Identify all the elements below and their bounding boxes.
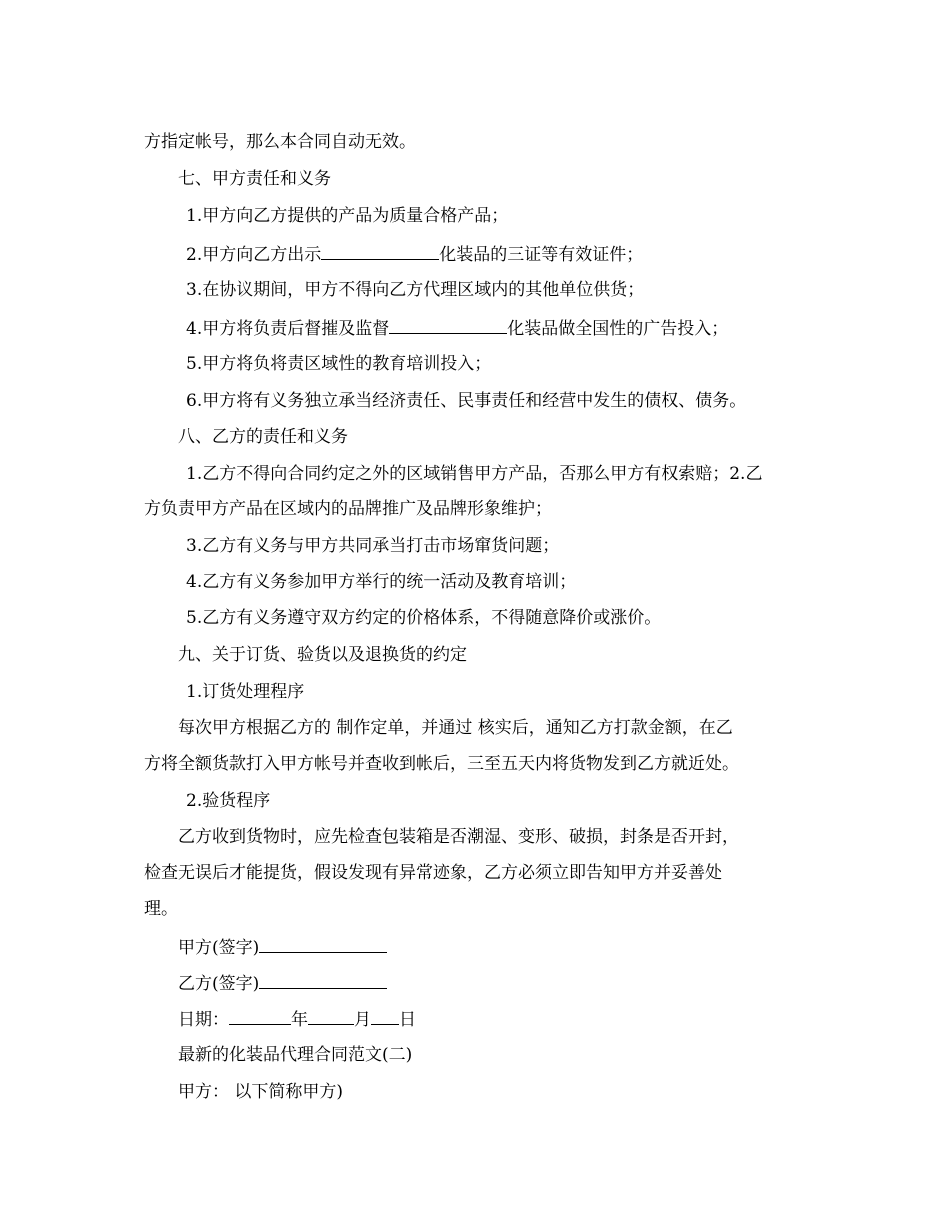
text-line: 3.在协议期间，甲方不得向乙方代理区域内的其他单位供货； xyxy=(186,280,645,300)
signature-line-party-a xyxy=(178,934,878,960)
year-blank xyxy=(229,1006,291,1025)
text-line: 每次甲方根据乙方的 制作定单，并通过 核实后，通知乙方打款金额，在乙 xyxy=(178,718,733,738)
month-blank xyxy=(308,1006,354,1025)
date-line xyxy=(178,1006,878,1032)
text-line: 1.订货处理程序 xyxy=(186,682,305,702)
text-line: 方负责甲方产品在区域内的品牌推广及品牌形象维护； xyxy=(144,499,552,519)
text-line: 检查无误后才能提货，假设发现有异常迹象，乙方必须立即告知甲方并妥善处 xyxy=(144,863,722,883)
text-line: 甲方： 以下简称甲方) xyxy=(178,1082,344,1102)
day-label: 日 xyxy=(399,1010,416,1030)
text-line: 方将全额货款打入甲方帐号并查收到帐后，三至五天内将货物发到乙方就近处。 xyxy=(144,754,739,774)
day-blank xyxy=(371,1006,399,1025)
fill-blank xyxy=(321,241,439,260)
section-heading: 七、甲方责任和义务 xyxy=(178,169,331,189)
text-segment: 2.甲方向乙方出示 xyxy=(186,245,322,265)
section-heading: 九、关于订货、验货以及退换货的约定 xyxy=(178,645,467,665)
text-line: 6.甲方将有义务独立承当经济责任、民事责任和经营中发生的债权、债务。 xyxy=(186,391,747,411)
text-line: 5.乙方有义务遵守双方约定的价格体系，不得随意降价或涨价。 xyxy=(186,608,662,628)
text-line xyxy=(186,241,886,267)
signature-blank xyxy=(259,970,387,989)
text-segment: 化装品做全国性的广告投入； xyxy=(507,319,729,339)
signature-line-party-b xyxy=(178,970,878,996)
text-segment: 化装品的三证等有效证件； xyxy=(439,245,644,265)
text-line xyxy=(186,315,886,341)
text-line: 2.验货程序 xyxy=(186,791,271,811)
month-label: 月 xyxy=(354,1010,371,1030)
text-line: 3.乙方有义务与甲方共同承当打击市场窜货问题； xyxy=(186,536,560,556)
year-label: 年 xyxy=(291,1010,308,1030)
text-line: 1.甲方向乙方提供的产品为质量合格产品； xyxy=(186,206,509,226)
text-line: 4.乙方有义务参加甲方举行的统一活动及教育培训； xyxy=(186,572,577,592)
date-label: 日期： xyxy=(178,1010,229,1030)
section-heading: 八、乙方的责任和义务 xyxy=(178,427,348,447)
signature-blank xyxy=(259,934,387,953)
text-line: 5.甲方将负将责区域性的教育培训投入； xyxy=(186,354,492,374)
document-subtitle: 最新的化装品代理合同范文(二) xyxy=(178,1045,413,1065)
signature-label: 甲方(签字) xyxy=(178,938,260,958)
text-line: 乙方收到货物时，应先检查包装箱是否潮湿、变形、破损，封条是否开封， xyxy=(178,827,739,847)
text-segment: 4.甲方将负责后督摧及监督 xyxy=(186,319,390,339)
text-line: 方指定帐号，那么本合同自动无效。 xyxy=(144,132,416,152)
text-line: 1.乙方不得向合同约定之外的区域销售甲方产品，否那么甲方有权索赔；2.乙 xyxy=(186,464,763,484)
text-line: 理。 xyxy=(144,899,178,919)
signature-label: 乙方(签字) xyxy=(178,974,260,994)
fill-blank xyxy=(389,315,507,334)
